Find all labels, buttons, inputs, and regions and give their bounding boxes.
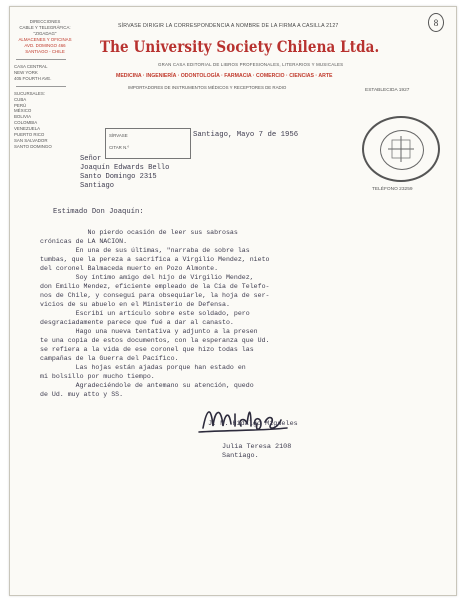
body-line: Soy íntimo amigo del hijo de Virgilio Mendez, xyxy=(40,274,254,281)
branch-item: CUBA xyxy=(14,96,27,102)
body-line: de Ud. muy atto y SS. xyxy=(40,391,124,398)
body-line: Escribí un artículo sobre este soldado, pero xyxy=(40,310,250,317)
company-importers: IMPORTADORES DE INSTRUMENTOS MÉDICOS Y RECEPTORES DE RADIO xyxy=(128,85,287,90)
body-line: Hago una nueva tentativa y adjunto a la presen xyxy=(40,328,258,335)
branch-item: VENEZUELA xyxy=(14,126,41,132)
divider xyxy=(16,86,66,87)
warehouse-city: SANTIAGO - CHILE xyxy=(25,49,65,54)
handwritten-signature xyxy=(197,400,289,436)
company-name: The University Society Chilena Ltda. xyxy=(100,38,380,57)
head-office-street: 405 FOURTH AVE. xyxy=(14,75,52,81)
body-line: nos de Chile, y conseguí para obsequiarle, la hoja de ser- xyxy=(40,292,270,299)
ref-box-line1: SÍRVASE xyxy=(109,133,128,138)
body-line: vicios de su abuelo en el Ministerio de Defensa. xyxy=(40,301,230,308)
letterhead-top-note: SÍRVASE DIRIGIR LA CORRESPONDENCIA A NOMBRE DE LA FIRMA A CASILLA 2127 xyxy=(118,23,339,29)
branch-item: BOLIVIA xyxy=(14,114,32,120)
cable-line: CABLE Y TELEGRÁFICA: xyxy=(19,25,71,30)
head-office-label: CASA CENTRAL xyxy=(14,64,48,69)
body-line: mi bolsillo por mucho tiempo. xyxy=(40,373,155,380)
head-office xyxy=(14,64,76,82)
letter-salutation: Estimado Don Joaquín: xyxy=(53,208,144,216)
body-line: del coronel Balmaceda muerto en Pozo Almonte. xyxy=(40,265,219,272)
sender-address xyxy=(222,443,291,461)
cable-code: "ZIGADAG" xyxy=(33,31,57,36)
body-line: don Emilio Mendez, eficiente empleado de la Cía de Telefo- xyxy=(40,283,270,290)
address-line: Santo Domingo 2315 xyxy=(80,173,157,182)
body-line: No pierdo ocasión de leer sus sabrosas xyxy=(40,229,238,236)
sender-address-line: Santiago. xyxy=(222,452,259,460)
letter-dateline: Santiago, Mayo 7 de 1956 xyxy=(193,131,299,139)
branches-list xyxy=(14,91,76,150)
direcciones-label: DIRECCIONES xyxy=(29,19,61,24)
branch-item: COLOMBIA xyxy=(14,120,38,126)
company-specialties: MEDICINA · INGENIERÍA · ODONTOLOGÍA · FARMACIA · COMERCIO · CIENCIAS · ARTE xyxy=(116,73,333,79)
divider xyxy=(16,59,66,60)
branches-label: SUCURSALES: xyxy=(14,90,45,96)
body-line: se refiera a la vida de ese coronel que hizo todas las xyxy=(40,346,254,353)
address-line: Joaquín Edwards Bello xyxy=(80,164,170,173)
ref-box-line2: CITAR N.º xyxy=(109,145,130,150)
company-phone: TELÉFONO 23259 xyxy=(372,187,413,192)
letter-sheet xyxy=(9,6,457,596)
body-line: desgraciadamente parece que fué a dar al canasto. xyxy=(40,319,234,326)
page-number: 8 xyxy=(428,13,444,32)
letter-body xyxy=(40,228,270,399)
letterhead-left-column xyxy=(14,19,76,150)
address-line: Señor xyxy=(80,155,102,163)
body-line: crónicas de LA NACION. xyxy=(40,238,128,245)
head-office-city: NEW YORK xyxy=(14,69,38,75)
sender-address-line: Julia Teresa 2108 xyxy=(222,443,292,451)
branch-item: PUERTO RICO xyxy=(14,132,45,138)
warehouses-label: ALMACENES Y OFICINAS xyxy=(18,37,72,42)
established-year: ESTABLECIDA 1927 xyxy=(365,88,410,93)
body-line: En una de sus últimas, "narraba de sobre las xyxy=(40,247,250,254)
branch-item: SAN SALVADOR xyxy=(14,137,48,143)
body-line: Las hojas están ajadas porque han estado en xyxy=(40,364,246,371)
branch-item: SANTO DOMINGO xyxy=(14,143,52,149)
body-line: Agradeciéndole de antemano su atención, quedo xyxy=(40,382,254,389)
branch-item: MÉXICO xyxy=(14,108,32,114)
company-tagline: GRAN CASA EDITORIAL DE LIBROS PROFESIONALES, LITERARIOS Y MUSICALES xyxy=(158,62,344,67)
branch-item: PERÚ xyxy=(14,102,27,108)
body-line: te una copia de estos documentos, con la esperanza que Ud. xyxy=(40,337,270,344)
body-line: tumbas, que la pereza a sacrifica a Virgilio Mendez, nieto xyxy=(40,256,270,263)
recipient-address xyxy=(80,155,169,191)
address-line: Santiago xyxy=(80,182,115,191)
seal-marks-icon xyxy=(364,118,438,180)
warehouse-street: AVD. DOMINGO 466 xyxy=(24,43,66,48)
body-line: campañas de la Guerra del Pacífico. xyxy=(40,355,179,362)
sender-typed-name: J. M. Hidalgo Migueles xyxy=(208,420,298,428)
company-seal-stamp xyxy=(362,116,440,182)
